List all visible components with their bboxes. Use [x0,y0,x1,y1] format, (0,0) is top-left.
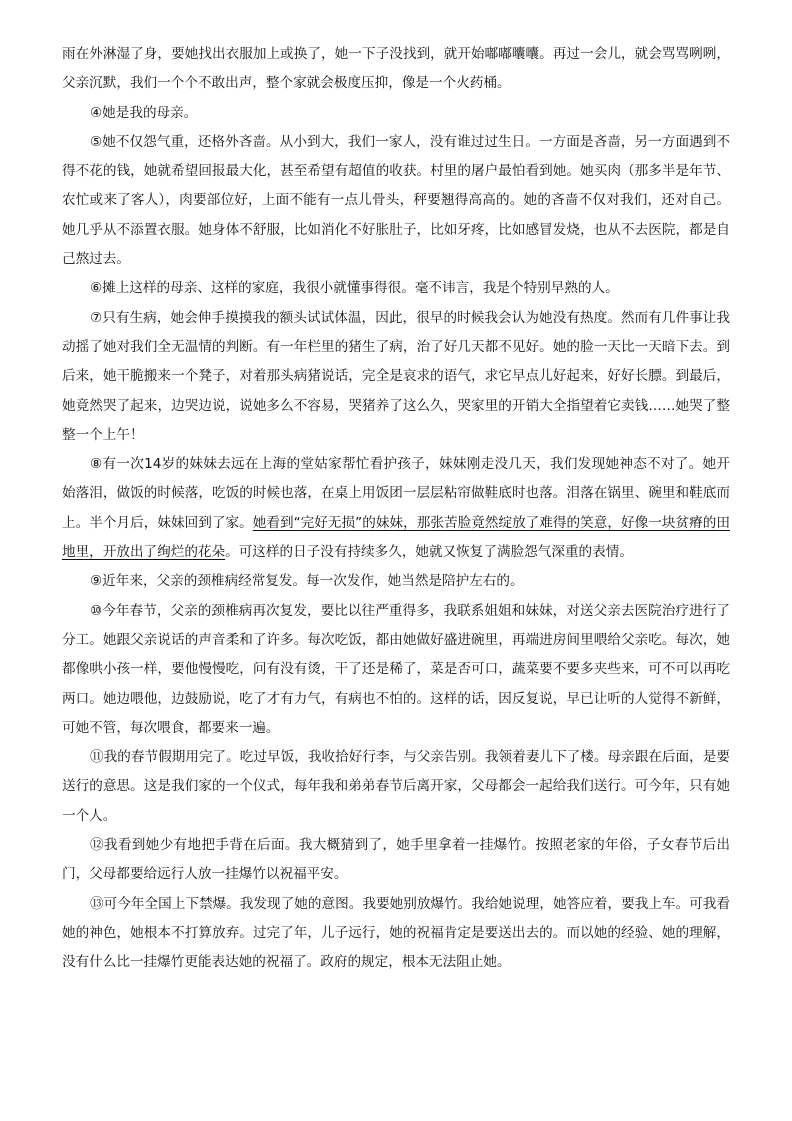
paragraph-4: ④她是我的母亲。 [90,104,198,121]
article-body [62,40,730,978]
paragraph-8-underlined-sentence: 她看到“完好无损”的妹妹，那张苦脸竟然绽放了难得的笑意，好像一块贫瘠的田地里，开放出了绚烂的花朵 [62,514,730,561]
paragraph-8-text-before: ⑧有一次14岁的妹妹去远在上海的堂姑家帮忙看护孩子，妹妹刚走没几天，我们发现她神态不对了。她开始落泪，做饭的时候落，吃饭的时候也落，在桌上用饭团一层层粘帘做鞋底时也落。泪落在锅里、碗里和鞋底而上。半个月后，妹妹回到了家。 [62,456,730,531]
paragraph-5: ⑤她不仅怨气重，还格外吝啬。从小到大，我们一家人，没有谁过过生日。一方面是吝啬，另一方面遇到不得不花的钱，她就希望回报最大化，甚至希望有超值的收获。村里的屠户最怕看到她。她买肉（那多半是年节、农忙或来了客人），肉要部位好，上面不能有一点儿骨头，秤要翘得高高的。她的吝啬不仅对我们，还对自己。她几乎从不添置衣服。她身体不舒服，比如消化不好胀肚子，比如牙疼，比如感冒发烧，也从不去医院，都是自己熬过去。 [62,133,730,268]
paragraph-12: ⑫我看到她少有地把手背在后面。我大概猜到了，她手里拿着一挂爆竹。按照老家的年俗，子女春节后出门，父母都要给远行人放一挂爆竹以祝福平安。 [62,837,730,883]
paragraph-10: ⑩今年春节，父亲的颈椎病再次复发，要比以往严重得多，我联系姐姐和妹妹，对送父亲去医院治疗进行了分工。她跟父亲说话的声音柔和了许多。每次吃饭，都由她做好盛进碗里，再端进房间里喂给父亲吃。每次，她都像哄小孩一样，要他慢慢吃，问有没有烫，干了还是稀了，菜是否可口，蔬菜要不要多夹些来，可不可以再吃两口。她边喂他，边鼓励说，吃了才有力气，有病也不怕的。这样的话，因反复说，早已让听的人觉得不新鲜，可她不管，每次喂食，都要来一遍。 [62,602,730,736]
paragraph-9: ⑨近年来，父亲的颈椎病经常复发。每一次发作，她当然是陪护左右的。 [90,573,524,590]
paragraph-7: ⑦只有生病，她会伸手摸摸我的额头试试体温，因此，很早的时候我会认为她没有热度。然而有几件事让我动摇了她对我们全无温情的判断。有一年栏里的猪生了病，治了好几天都不见好。她的脸一天比一天暗下去。到后来，她干脆搬来一个凳子，对着那头病猪说话，完全是哀求的语气，求它早点儿好起来，好好长膘。到最后，她竟然哭了起来，边哭边说，说她多么不容易，哭猪养了这么久，哭家里的开销大全指望着它卖钱……她哭了整整一个上午！ [62,309,730,443]
paragraph-continued: 雨在外淋湿了身，要她找出衣服加上或换了，她一下子没找到，就开始嘟嘟囔囔。再过一会儿，就会骂骂咧咧，父亲沉默，我们一个个不敢出声，整个家就会极度压抑，像是一个火药桶。 [62,46,730,92]
paragraph-13: ⑬可今年全国上下禁爆。我发现了她的意图。我要她别放爆竹。我给她说理，她答应着，要我上车。可我看她的神色，她根本不打算放弃。过完了年，儿子远行，她的祝福肯定是要送出去的。而以她的经验、她的理解，没有什么比一挂爆竹更能表达她的祝福了。政府的规定，根本无法阻止她。 [62,895,730,971]
paragraph-8-text-after: 。可这样的日子没有持续多久，她就又恢复了满脸怨气深重的表情。 [225,544,633,561]
paragraph-11: ⑪我的春节假期用完了。吃过早饭，我收拾好行李，与父亲告别。我领着妻儿下了楼。母亲跟在后面，是要送行的意思。这是我们家的一个仪式，每年我和弟弟春节后离开家，父母都会一起给我们送行。可今年，只有她一个人。 [62,749,730,824]
paragraph-6: ⑥摊上这样的母亲、这样的家庭，我很小就懂事得很。毫不讳言，我是个特别早熟的人。 [90,280,619,297]
paragraph-8 [62,450,730,567]
